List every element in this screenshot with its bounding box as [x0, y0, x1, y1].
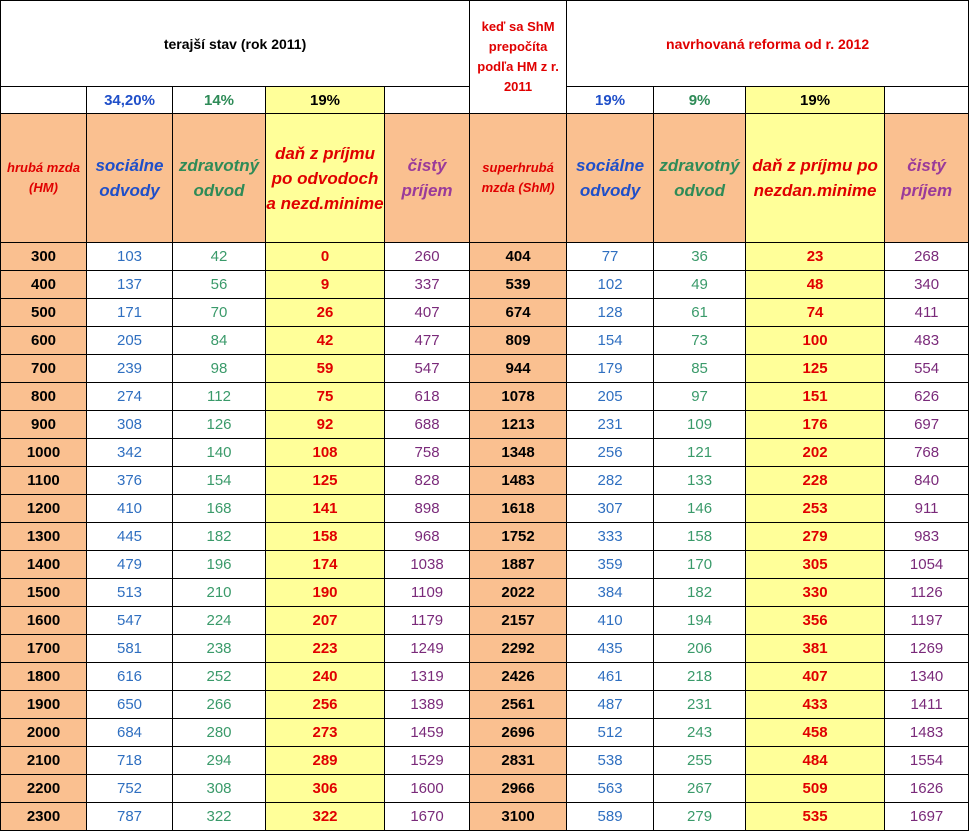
cell-net: 1249 [385, 635, 470, 663]
cell-tax-reform: 100 [746, 327, 885, 355]
cell-social-reform: 410 [567, 607, 654, 635]
cell-health: 210 [173, 579, 266, 607]
cell-tax-reform: 484 [746, 747, 885, 775]
cell-health-reform: 109 [654, 411, 746, 439]
cell-supergross: 404 [470, 243, 567, 271]
cell-social-reform: 359 [567, 551, 654, 579]
table-row [1, 635, 969, 663]
cell-supergross: 3100 [470, 803, 567, 831]
cell-gross: 1900 [1, 691, 87, 719]
cell-health: 280 [173, 719, 266, 747]
col-supergross: superhrubá mzda (ShM) [470, 114, 567, 243]
cell-social: 752 [87, 775, 173, 803]
cell-health: 168 [173, 495, 266, 523]
cell-net-reform: 697 [885, 411, 969, 439]
cell-net-reform: 268 [885, 243, 969, 271]
cell-health: 294 [173, 747, 266, 775]
cell-tax-reform: 509 [746, 775, 885, 803]
cell-tax-reform: 228 [746, 467, 885, 495]
cell-health: 252 [173, 663, 266, 691]
cell-health: 154 [173, 467, 266, 495]
cell-supergross: 944 [470, 355, 567, 383]
cell-social: 342 [87, 439, 173, 467]
cell-social: 103 [87, 243, 173, 271]
cell-tax-current: 322 [266, 803, 385, 831]
cell-health-reform: 218 [654, 663, 746, 691]
cell-supergross: 809 [470, 327, 567, 355]
cell-health-reform: 73 [654, 327, 746, 355]
cell-health: 126 [173, 411, 266, 439]
cell-net-reform: 911 [885, 495, 969, 523]
cell-supergross: 2157 [470, 607, 567, 635]
cell-net-reform: 840 [885, 467, 969, 495]
cell-tax-reform: 433 [746, 691, 885, 719]
cell-health-reform: 158 [654, 523, 746, 551]
cell-health-reform: 133 [654, 467, 746, 495]
cell-tax-reform: 330 [746, 579, 885, 607]
cell-health: 42 [173, 243, 266, 271]
cell-social: 274 [87, 383, 173, 411]
cell-gross: 1100 [1, 467, 87, 495]
cell-health-reform: 194 [654, 607, 746, 635]
cell-supergross: 674 [470, 299, 567, 327]
cell-health-reform: 121 [654, 439, 746, 467]
cell-health-reform: 97 [654, 383, 746, 411]
cell-health: 308 [173, 775, 266, 803]
cell-supergross: 2426 [470, 663, 567, 691]
cell-tax-reform: 381 [746, 635, 885, 663]
cell-tax-reform: 202 [746, 439, 885, 467]
cell-net: 1600 [385, 775, 470, 803]
cell-gross: 700 [1, 355, 87, 383]
cell-net: 1109 [385, 579, 470, 607]
cell-tax-current: 92 [266, 411, 385, 439]
cell-social-reform: 538 [567, 747, 654, 775]
col-net: čistý príjem [385, 114, 470, 243]
cell-social-reform: 231 [567, 411, 654, 439]
cell-health-reform: 85 [654, 355, 746, 383]
cell-gross: 1500 [1, 579, 87, 607]
cell-health-reform: 267 [654, 775, 746, 803]
col-gross: hrubá mzda (HM) [1, 114, 87, 243]
table-row [1, 411, 969, 439]
cell-health-reform: 36 [654, 243, 746, 271]
cell-net-reform: 483 [885, 327, 969, 355]
cell-net: 1389 [385, 691, 470, 719]
cell-social: 684 [87, 719, 173, 747]
col-health-reform: zdravotný odvod [654, 114, 746, 243]
table-row [1, 607, 969, 635]
cell-tax-reform: 125 [746, 355, 885, 383]
table-row [1, 383, 969, 411]
cell-tax-reform: 253 [746, 495, 885, 523]
cell-tax-current: 306 [266, 775, 385, 803]
cell-net: 407 [385, 299, 470, 327]
rate-social-current: 34,20% [87, 87, 173, 114]
cell-social-reform: 256 [567, 439, 654, 467]
cell-net: 1459 [385, 719, 470, 747]
cell-supergross: 2022 [470, 579, 567, 607]
cell-supergross: 1618 [470, 495, 567, 523]
cell-social: 581 [87, 635, 173, 663]
cell-net-reform: 1197 [885, 607, 969, 635]
cell-tax-current: 141 [266, 495, 385, 523]
cell-net: 1038 [385, 551, 470, 579]
cell-net: 618 [385, 383, 470, 411]
cell-net-reform: 1554 [885, 747, 969, 775]
table-row [1, 495, 969, 523]
cell-social-reform: 102 [567, 271, 654, 299]
cell-net: 1179 [385, 607, 470, 635]
cell-health: 224 [173, 607, 266, 635]
current-state-title: terajší stav (rok 2011) [1, 1, 470, 87]
cell-gross: 500 [1, 299, 87, 327]
cell-tax-reform: 48 [746, 271, 885, 299]
table-row [1, 719, 969, 747]
cell-net-reform: 768 [885, 439, 969, 467]
cell-net-reform: 554 [885, 355, 969, 383]
table-row [1, 691, 969, 719]
cell-gross: 400 [1, 271, 87, 299]
cell-health: 182 [173, 523, 266, 551]
cell-tax-current: 273 [266, 719, 385, 747]
cell-net-reform: 1411 [885, 691, 969, 719]
table-row [1, 271, 969, 299]
cell-social-reform: 128 [567, 299, 654, 327]
cell-social-reform: 307 [567, 495, 654, 523]
col-tax-reform: daň z príjmu po nezdan.minime [746, 114, 885, 243]
cell-tax-reform: 535 [746, 803, 885, 831]
cell-tax-reform: 176 [746, 411, 885, 439]
col-net-reform: čistý príjem [885, 114, 969, 243]
cell-net: 260 [385, 243, 470, 271]
cell-supergross: 539 [470, 271, 567, 299]
cell-net: 547 [385, 355, 470, 383]
supergross-recalc-note: keď sa ShM prepočíta podľa HM z r. 2011 [470, 1, 567, 114]
cell-gross: 1200 [1, 495, 87, 523]
cell-social: 547 [87, 607, 173, 635]
cell-health-reform: 231 [654, 691, 746, 719]
cell-tax-current: 174 [266, 551, 385, 579]
cell-social-reform: 384 [567, 579, 654, 607]
cell-health-reform: 279 [654, 803, 746, 831]
cell-tax-current: 59 [266, 355, 385, 383]
cell-gross: 1400 [1, 551, 87, 579]
cell-gross: 800 [1, 383, 87, 411]
table-row [1, 243, 969, 271]
cell-tax-current: 207 [266, 607, 385, 635]
cell-tax-current: 125 [266, 467, 385, 495]
cell-social: 137 [87, 271, 173, 299]
cell-health-reform: 255 [654, 747, 746, 775]
cell-social: 787 [87, 803, 173, 831]
cell-net-reform: 340 [885, 271, 969, 299]
cell-net: 337 [385, 271, 470, 299]
cell-gross: 2300 [1, 803, 87, 831]
cell-supergross: 2696 [470, 719, 567, 747]
cell-social-reform: 77 [567, 243, 654, 271]
cell-health: 56 [173, 271, 266, 299]
cell-tax-current: 256 [266, 691, 385, 719]
cell-net: 477 [385, 327, 470, 355]
cell-social-reform: 461 [567, 663, 654, 691]
cell-tax-reform: 305 [746, 551, 885, 579]
cell-health: 98 [173, 355, 266, 383]
cell-net-reform: 1697 [885, 803, 969, 831]
cell-gross: 600 [1, 327, 87, 355]
cell-health-reform: 243 [654, 719, 746, 747]
cell-tax-reform: 151 [746, 383, 885, 411]
rate-blank [1, 87, 87, 114]
cell-tax-current: 158 [266, 523, 385, 551]
table-row [1, 551, 969, 579]
reform-title: navrhovaná reforma od r. 2012 [567, 1, 969, 87]
cell-supergross: 2966 [470, 775, 567, 803]
cell-health: 196 [173, 551, 266, 579]
cell-social-reform: 205 [567, 383, 654, 411]
cell-social: 616 [87, 663, 173, 691]
cell-social: 376 [87, 467, 173, 495]
cell-tax-current: 0 [266, 243, 385, 271]
cell-supergross: 1483 [470, 467, 567, 495]
cell-tax-reform: 74 [746, 299, 885, 327]
cell-social: 308 [87, 411, 173, 439]
cell-net: 688 [385, 411, 470, 439]
cell-net-reform: 1269 [885, 635, 969, 663]
table-row [1, 663, 969, 691]
cell-social: 205 [87, 327, 173, 355]
cell-tax-reform: 23 [746, 243, 885, 271]
cell-net-reform: 1483 [885, 719, 969, 747]
cell-gross: 2200 [1, 775, 87, 803]
cell-gross: 1600 [1, 607, 87, 635]
cell-health: 322 [173, 803, 266, 831]
cell-social-reform: 333 [567, 523, 654, 551]
cell-tax-current: 223 [266, 635, 385, 663]
cell-tax-reform: 279 [746, 523, 885, 551]
cell-social-reform: 435 [567, 635, 654, 663]
cell-gross: 2100 [1, 747, 87, 775]
col-social-reform: sociálne odvody [567, 114, 654, 243]
cell-gross: 1700 [1, 635, 87, 663]
cell-net-reform: 983 [885, 523, 969, 551]
cell-social: 650 [87, 691, 173, 719]
col-social: sociálne odvody [87, 114, 173, 243]
table-row [1, 523, 969, 551]
cell-gross: 1000 [1, 439, 87, 467]
cell-social-reform: 512 [567, 719, 654, 747]
cell-health: 84 [173, 327, 266, 355]
cell-social: 239 [87, 355, 173, 383]
cell-net: 1529 [385, 747, 470, 775]
cell-net: 968 [385, 523, 470, 551]
cell-social-reform: 487 [567, 691, 654, 719]
cell-social: 479 [87, 551, 173, 579]
cell-net-reform: 1126 [885, 579, 969, 607]
cell-tax-current: 190 [266, 579, 385, 607]
rate-health-reform: 9% [654, 87, 746, 114]
cell-gross: 1300 [1, 523, 87, 551]
cell-social-reform: 589 [567, 803, 654, 831]
cell-social: 513 [87, 579, 173, 607]
col-tax-current: daň z príjmu po odvodoch a nezd.minime [266, 114, 385, 243]
rate-blank [885, 87, 969, 114]
cell-supergross: 2831 [470, 747, 567, 775]
cell-social: 718 [87, 747, 173, 775]
cell-net-reform: 1340 [885, 663, 969, 691]
cell-health-reform: 170 [654, 551, 746, 579]
cell-supergross: 1752 [470, 523, 567, 551]
cell-tax-current: 108 [266, 439, 385, 467]
cell-gross: 300 [1, 243, 87, 271]
cell-tax-reform: 458 [746, 719, 885, 747]
cell-health: 238 [173, 635, 266, 663]
cell-health-reform: 206 [654, 635, 746, 663]
cell-health-reform: 146 [654, 495, 746, 523]
cell-tax-current: 75 [266, 383, 385, 411]
cell-tax-current: 289 [266, 747, 385, 775]
cell-net: 758 [385, 439, 470, 467]
cell-net: 1319 [385, 663, 470, 691]
cell-social: 410 [87, 495, 173, 523]
col-health: zdravotný odvod [173, 114, 266, 243]
table-row [1, 327, 969, 355]
cell-social-reform: 282 [567, 467, 654, 495]
cell-social-reform: 563 [567, 775, 654, 803]
cell-health: 140 [173, 439, 266, 467]
rate-social-reform: 19% [567, 87, 654, 114]
cell-tax-current: 9 [266, 271, 385, 299]
cell-net-reform: 1054 [885, 551, 969, 579]
table-row [1, 355, 969, 383]
table-row [1, 803, 969, 831]
rate-blank [385, 87, 470, 114]
cell-social: 445 [87, 523, 173, 551]
table-row [1, 579, 969, 607]
cell-gross: 2000 [1, 719, 87, 747]
cell-social-reform: 179 [567, 355, 654, 383]
cell-health-reform: 182 [654, 579, 746, 607]
cell-social-reform: 154 [567, 327, 654, 355]
rate-tax-reform: 19% [746, 87, 885, 114]
table-row [1, 439, 969, 467]
cell-net-reform: 1626 [885, 775, 969, 803]
cell-tax-reform: 407 [746, 663, 885, 691]
cell-health-reform: 61 [654, 299, 746, 327]
cell-supergross: 1213 [470, 411, 567, 439]
table-row [1, 299, 969, 327]
cell-health-reform: 49 [654, 271, 746, 299]
cell-tax-current: 42 [266, 327, 385, 355]
cell-social: 171 [87, 299, 173, 327]
cell-supergross: 1887 [470, 551, 567, 579]
table-row [1, 467, 969, 495]
cell-health: 112 [173, 383, 266, 411]
cell-health: 70 [173, 299, 266, 327]
cell-tax-current: 240 [266, 663, 385, 691]
cell-supergross: 2561 [470, 691, 567, 719]
cell-net-reform: 411 [885, 299, 969, 327]
cell-health: 266 [173, 691, 266, 719]
table-row [1, 775, 969, 803]
table-row [1, 747, 969, 775]
cell-net: 828 [385, 467, 470, 495]
cell-net: 1670 [385, 803, 470, 831]
cell-gross: 900 [1, 411, 87, 439]
cell-supergross: 2292 [470, 635, 567, 663]
rate-health-current: 14% [173, 87, 266, 114]
cell-tax-current: 26 [266, 299, 385, 327]
cell-supergross: 1078 [470, 383, 567, 411]
cell-net-reform: 626 [885, 383, 969, 411]
cell-tax-reform: 356 [746, 607, 885, 635]
cell-net: 898 [385, 495, 470, 523]
cell-supergross: 1348 [470, 439, 567, 467]
cell-gross: 1800 [1, 663, 87, 691]
rate-tax-current: 19% [266, 87, 385, 114]
